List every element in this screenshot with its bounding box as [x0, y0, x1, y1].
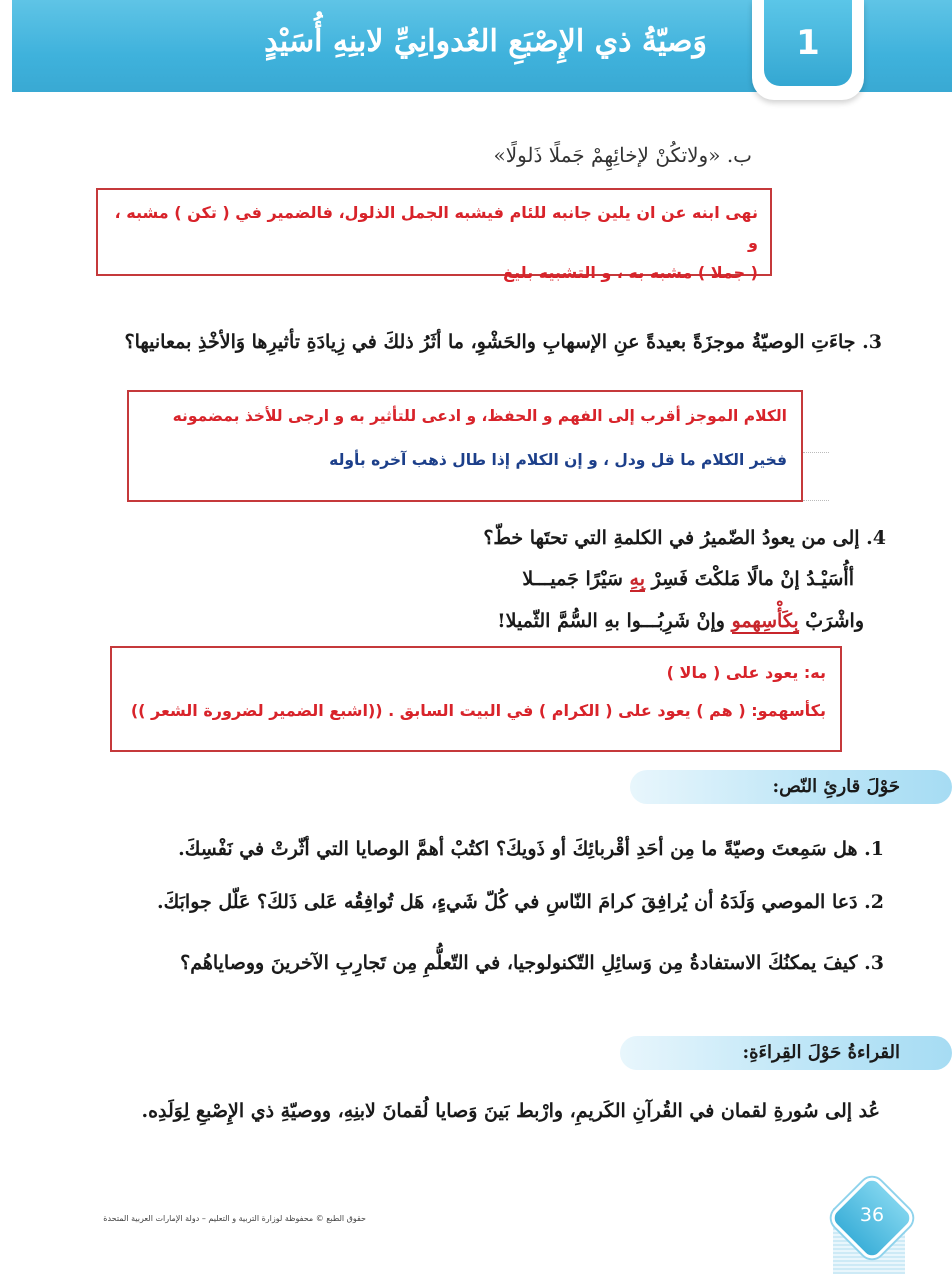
poem-text: سَيْرًا جَميـــلا: [522, 568, 630, 590]
section-title: القراءةُ حَوْلَ القِراءَةِ:: [742, 1042, 900, 1063]
lesson-number-badge: 1: [764, 0, 852, 86]
copyright-notice: حقوق الطبع © محفوظة لوزارة التربية و التعليم – دولة الإمارات العربية المتحدة: [103, 1214, 366, 1223]
poem-line-1: [254, 562, 854, 596]
poem-text: وإنْ شَرِبُـــوا بهِ السُّمَّ الثّميلا!: [497, 610, 732, 632]
reader-question-3: 3. كيفَ يمكنُكَ الاستفادةُ مِن وَسائِلِ التّكنولوجيا، في التّعلُّمِ مِن تَجارِبِ الآخرينَ ووصاياهُم؟: [180, 952, 884, 974]
answer-line: فخير الكلام ما قل ودل ، و إن الكلام إذا طال ذهب آخره بأوله: [329, 451, 787, 469]
question-3: 3. جاءَتِ الوصيّةُ موجزَةً بعيدةً عنِ الإسهابِ والحَشْوِ، ما أثَرُ ذلكَ في زِيادَةِ تأثيرِها وَالأخْذِ بمعانيها؟: [124, 331, 882, 353]
answer-line: به: يعود على ( مالا ): [666, 663, 826, 682]
reader-question-1: 1. هل سَمِعتَ وصيّةً ما مِن أحَدِ أقْربائِكَ أو ذَويكَ؟ اكتُبْ أهمَّ الوصايا التي أثّرتْ في نَفْسِكَ.: [178, 838, 884, 860]
underlined-word: بِكَأْسِهمو: [731, 610, 799, 632]
answer-line: ( جملا ) مشبه به ، و التشبيه بليغ: [503, 263, 758, 282]
answer-line: نهى ابنه عن ان يلين جانبه للئام فيشبه الجمل الذلول، فالضمير في ( تكن ) مشبه ، و: [114, 203, 758, 252]
answer-box-question-3: [127, 390, 803, 502]
page-number: 36: [859, 1204, 885, 1226]
answer-box-question-4: [110, 646, 842, 752]
poem-line-2: [264, 604, 864, 638]
reading-task: عُد إلى سُورةِ لقمان في القُرآنِ الكَريمِ، وارْبط بَينَ وَصايا لُقمانَ لابنِهِ، ووصيّةِ ذي الإِصْبعِ لِوَلَدِه.: [141, 1100, 880, 1122]
section-title: حَوْلَ قارئِ النّص:: [772, 776, 900, 797]
answer-dotted-line: [803, 452, 829, 453]
question-4: 4. إلى من يعودُ الضّميرُ في الكلمةِ التي تحتَها خطّ؟: [483, 527, 886, 549]
answer-dotted-line: [803, 500, 829, 501]
lesson-title: وَصيّةُ ذي الإِصْبَعِ العُدوانِيِّ لابنِهِ أُسَيْدٍ: [264, 24, 707, 59]
answer-box-item-b: [96, 188, 772, 282]
underlined-word: بِهِ: [629, 568, 645, 590]
poem-text: أأُسَيْـدُ إنْ مالًا مَلكْتَ فَسِرْ: [645, 568, 854, 590]
poem-text: واشْرَبْ: [798, 610, 864, 632]
answer-line: الكلام الموجز أقرب إلى الفهم و الحفظ، و ادعى للتأثير به و ارجى للأخذ بمضمونه: [172, 407, 787, 425]
answer-line: بكأسهمو: ( هم ) يعود على ( الكرام ) في البيت السابق . ((اشبع الضمير لضرورة الشعر )): [130, 701, 826, 720]
reader-question-2: 2. دَعا الموصي وَلَدَهُ أن يُرافِقَ كرامَ النّاسِ في كُلّ شَيءٍ، هَل تُوافِقُه عَلى ذَلكَ؟ عَلّل جوابَكَ.: [157, 891, 884, 913]
item-b-text: ب. «ولاتكُنْ لإخائِهِمْ جَملًا ذَلولًا»: [493, 143, 752, 167]
